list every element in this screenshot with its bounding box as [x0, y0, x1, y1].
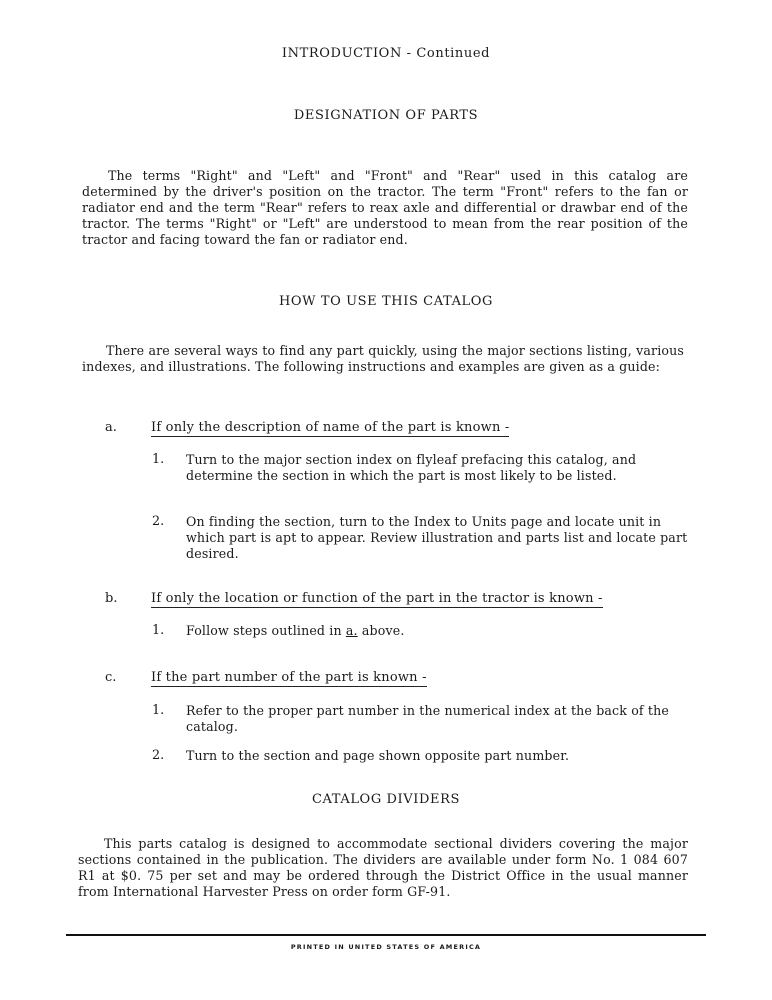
dividers-heading: CATALOG DIVIDERS	[311, 792, 461, 807]
item-a-step-2-number: 2.	[152, 514, 165, 529]
item-b-step-1-ref: a.	[345, 623, 358, 638]
item-b-step-1-text-before: Follow steps outlined in	[186, 623, 346, 638]
how-to-heading: HOW TO USE THIS CATALOG	[278, 294, 494, 309]
item-b-step-1-text	[186, 623, 686, 639]
designation-heading: DESIGNATION OF PARTS	[293, 108, 479, 123]
item-a-step-1-number: 1.	[152, 452, 165, 467]
item-b-step-1-text-after: above.	[357, 623, 405, 638]
designation-paragraph: The terms "Right" and "Left" and "Front" and "Rear" used in this catalog are determined by the driver's position on the tractor. The term "Front" refers to the fan or radiator end and the term "Rear" refers to reax axle and differential or drawbar end of the tractor. The terms "Right" or "Left" are understood to mean from the rear position of the tractor and facing toward the fan or radiator end.	[82, 168, 688, 248]
dividers-paragraph: This parts catalog is designed to accommodate sectional dividers covering the major sections contained in the publication. The dividers are available under form No. 1 084 607 R1 at $0. 75 per set and may be ordered through the District Office in the usual manner from International Harvester Press on order form GF-91.	[78, 836, 688, 900]
item-b-step-1-number: 1.	[152, 623, 165, 638]
item-c-step-1-number: 1.	[152, 703, 165, 718]
item-a-label: a.	[105, 420, 117, 435]
item-b-label: b.	[105, 591, 118, 606]
item-c-step-2-number: 2.	[152, 748, 165, 763]
item-c-step-1-text: Refer to the proper part number in the numerical index at the back of the catalog.	[186, 703, 669, 734]
footer-rule	[66, 934, 706, 936]
how-to-paragraph: There are several ways to find any part quickly, using the major sections listing, various indexes, and illustrations. The following instructions and examples are given as a guide:	[82, 343, 684, 375]
item-c-title: If the part number of the part is known -	[151, 670, 427, 685]
page-header-title: INTRODUCTION - Continued	[281, 46, 491, 61]
item-a-step-2-text: On finding the section, turn to the Index to Units page and locate unit in which part is apt to appear. Review illustration and parts list and locate part desired.	[186, 514, 688, 561]
item-b-title: If only the location or function of the part in the tractor is known -	[151, 591, 603, 606]
item-c-step-2-text: Turn to the section and page shown opposite part number.	[186, 748, 570, 763]
item-c-label: c.	[105, 670, 117, 685]
item-a-title: If only the description of name of the part is known -	[151, 420, 510, 435]
item-a-step-1-text: Turn to the major section index on flyleaf prefacing this catalog, and determine the section in which the part is most likely to be listed.	[186, 452, 637, 483]
footer-printed-in: PRINTED IN UNITED STATES OF AMERICA	[290, 943, 482, 951]
